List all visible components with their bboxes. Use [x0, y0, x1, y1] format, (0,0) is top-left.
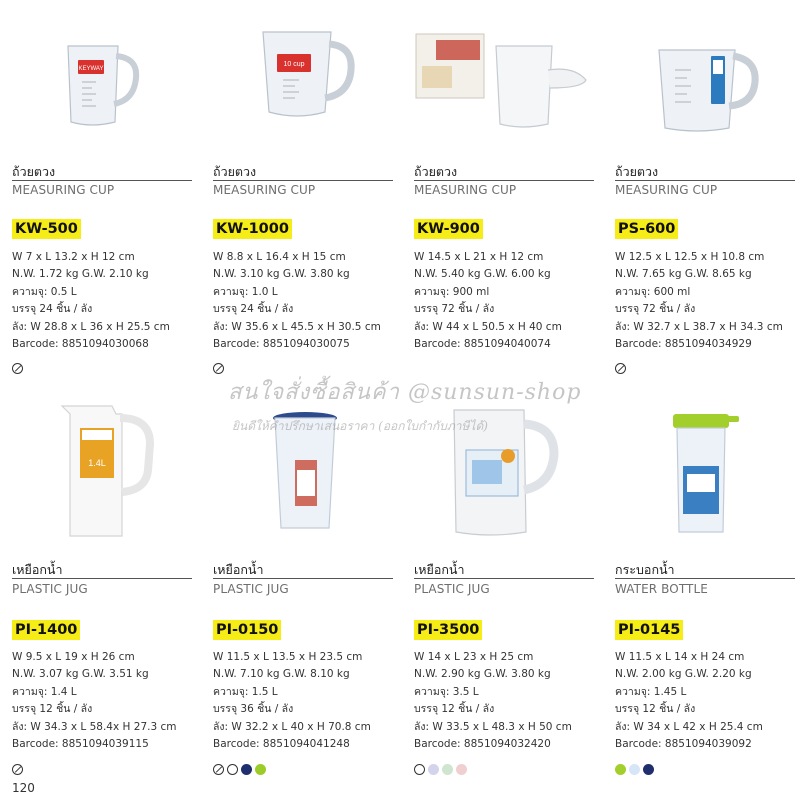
divider	[213, 578, 393, 579]
divider	[213, 180, 393, 181]
spec-capacity: ความจุ: 1.5 L	[213, 685, 278, 698]
spec-dimensions: W 8.8 x L 16.4 x H 15 cm	[213, 251, 346, 263]
spec-capacity: ความจุ: 600 ml	[615, 285, 691, 298]
category-english: MEASURING CUP	[12, 183, 115, 197]
spec-weight: N.W. 3.07 kg G.W. 3.51 kg	[12, 668, 149, 681]
plastic-jug-image	[12, 400, 194, 546]
measuring-cup-image	[615, 26, 797, 160]
swatch-white-icon	[227, 764, 238, 775]
product-code: KW-900	[414, 219, 483, 239]
swatch-green-icon	[255, 764, 266, 775]
category-thai: กระบอกน้ำ	[615, 562, 675, 577]
spec-carton: ลัง: W 32.7 x L 38.7 x H 34.3 cm	[615, 320, 783, 333]
color-swatches	[414, 764, 467, 778]
spec-dimensions: W 11.5 x L 14 x H 24 cm	[615, 651, 745, 663]
spec-list	[213, 249, 381, 353]
product-code: KW-500	[12, 219, 81, 239]
category-english: PLASTIC JUG	[12, 582, 88, 596]
spec-weight: N.W. 7.10 kg G.W. 8.10 kg	[213, 668, 350, 681]
product-code: PI-3500	[414, 620, 482, 640]
spec-weight: N.W. 2.00 kg G.W. 2.20 kg	[615, 668, 752, 681]
spec-pack: บรรจุ 12 ชิ้น / ลัง	[615, 703, 696, 716]
divider	[414, 578, 594, 579]
spec-list	[213, 649, 371, 753]
spec-dimensions: W 14 x L 23 x H 25 cm	[414, 651, 534, 663]
spec-dimensions: W 7 x L 13.2 x H 12 cm	[12, 251, 135, 263]
spec-pack: บรรจุ 72 ชิ้น / ลัง	[414, 303, 495, 316]
category-english: MEASURING CUP	[414, 183, 517, 197]
spec-list	[12, 649, 177, 753]
spec-carton: ลัง: W 32.2 x L 40 x H 70.8 cm	[213, 720, 371, 733]
spec-weight: N.W. 5.40 kg G.W. 6.00 kg	[414, 268, 551, 281]
color-swatches	[213, 363, 224, 377]
measuring-cup-image	[12, 26, 194, 160]
spec-pack: บรรจุ 24 ชิ้น / ลัง	[213, 303, 294, 316]
page-number: 120	[12, 781, 35, 795]
swatch-lime-icon	[615, 764, 626, 775]
measuring-cup-image	[414, 26, 596, 160]
category-english: PLASTIC JUG	[213, 582, 289, 596]
spec-carton: ลัง: W 35.6 x L 45.5 x H 30.5 cm	[213, 320, 381, 333]
category-english: WATER BOTTLE	[615, 582, 708, 596]
spec-weight: N.W. 7.65 kg G.W. 8.65 kg	[615, 268, 752, 281]
swatch-navy-icon	[241, 764, 252, 775]
category-english: MEASURING CUP	[213, 183, 316, 197]
category-thai: ถ้วยตวง	[414, 164, 458, 179]
divider	[615, 578, 795, 579]
spec-barcode: Barcode: 8851094039115	[12, 737, 149, 750]
spec-dimensions: W 9.5 x L 19 x H 26 cm	[12, 651, 135, 663]
color-swatches	[615, 363, 626, 377]
spec-dimensions: W 12.5 x L 12.5 x H 10.8 cm	[615, 251, 765, 263]
swatch-clear-icon	[12, 764, 23, 775]
swatch-pink-icon	[456, 764, 467, 775]
swatch-lightblue-icon	[629, 764, 640, 775]
cup-label-text: 10 cup	[283, 61, 305, 68]
category-thai: ถ้วยตวง	[213, 164, 257, 179]
product-code: KW-1000	[213, 219, 292, 239]
spec-carton: ลัง: W 28.8 x L 36 x H 25.5 cm	[12, 320, 170, 333]
spec-pack: บรรจุ 72 ชิ้น / ลัง	[615, 303, 696, 316]
spec-capacity: ความจุ: 900 ml	[414, 285, 490, 298]
spec-barcode: Barcode: 8851094032420	[414, 737, 551, 750]
spec-capacity: ความจุ: 1.45 L	[615, 685, 687, 698]
divider	[414, 180, 594, 181]
spec-weight: N.W. 2.90 kg G.W. 3.80 kg	[414, 668, 551, 681]
category-thai: ถ้วยตวง	[12, 164, 56, 179]
category-thai: เหยือกน้ำ	[414, 562, 465, 577]
spec-carton: ลัง: W 33.5 x L 48.3 x H 50 cm	[414, 720, 572, 733]
measuring-cup-image	[213, 26, 395, 160]
product-code: PI-0150	[213, 620, 281, 640]
swatch-mint-icon	[442, 764, 453, 775]
category-thai: เหยือกน้ำ	[213, 562, 264, 577]
divider	[12, 578, 192, 579]
spec-barcode: Barcode: 8851094041248	[213, 737, 350, 750]
category-english: PLASTIC JUG	[414, 582, 490, 596]
swatch-clear-icon	[615, 363, 626, 374]
spec-capacity: ความจุ: 3.5 L	[414, 685, 479, 698]
swatch-navy-icon	[643, 764, 654, 775]
category-thai: เหยือกน้ำ	[12, 562, 63, 577]
divider	[12, 180, 192, 181]
spec-dimensions: W 14.5 x L 21 x H 12 cm	[414, 251, 544, 263]
spec-list	[414, 249, 562, 353]
spec-carton: ลัง: W 34 x L 42 x H 25.4 cm	[615, 720, 763, 733]
spec-barcode: Barcode: 8851094030068	[12, 337, 149, 350]
spec-pack: บรรจุ 36 ชิ้น / ลัง	[213, 703, 294, 716]
product-code: PI-0145	[615, 620, 683, 640]
spec-list	[414, 649, 572, 753]
water-bottle-image	[615, 400, 797, 546]
spec-barcode: Barcode: 8851094034929	[615, 337, 752, 350]
watermark-shop: สนใจสั่งซื้อสินค้า @sunsun-shop	[228, 380, 582, 405]
swatch-clear-icon	[12, 363, 23, 374]
color-swatches	[213, 764, 266, 778]
spec-barcode: Barcode: 8851094039092	[615, 737, 752, 750]
spec-list	[615, 249, 783, 353]
spec-list	[615, 649, 763, 753]
svg-text:KEYWAY: KEYWAY	[78, 66, 104, 72]
swatch-clear-icon	[213, 363, 224, 374]
swatch-clear-icon	[213, 764, 224, 775]
swatch-white-icon	[414, 764, 425, 775]
spec-barcode: Barcode: 8851094040074	[414, 337, 551, 350]
divider	[615, 180, 795, 181]
category-english: MEASURING CUP	[615, 183, 718, 197]
spec-weight: N.W. 1.72 kg G.W. 2.10 kg	[12, 268, 149, 281]
spec-weight: N.W. 3.10 kg G.W. 3.80 kg	[213, 268, 350, 281]
swatch-lavender-icon	[428, 764, 439, 775]
product-code: PS-600	[615, 219, 678, 239]
spec-capacity: ความจุ: 1.0 L	[213, 285, 278, 298]
spec-barcode: Barcode: 8851094030075	[213, 337, 350, 350]
spec-dimensions: W 11.5 x L 13.5 x H 23.5 cm	[213, 651, 363, 663]
color-swatches	[615, 764, 654, 778]
spec-pack: บรรจุ 12 ชิ้น / ลัง	[12, 703, 93, 716]
spec-capacity: ความจุ: 0.5 L	[12, 285, 77, 298]
color-swatches	[12, 363, 23, 377]
spec-capacity: ความจุ: 1.4 L	[12, 685, 77, 698]
product-code: PI-1400	[12, 620, 80, 640]
spec-carton: ลัง: W 44 x L 50.5 x H 40 cm	[414, 320, 562, 333]
spec-list	[12, 249, 170, 353]
color-swatches	[12, 764, 23, 778]
spec-pack: บรรจุ 24 ชิ้น / ลัง	[12, 303, 93, 316]
spec-pack: บรรจุ 12 ชิ้น / ลัง	[414, 703, 495, 716]
watermark-note: ยินดีให้คำปรึกษาเสนอราคา (ออกใบกำกับภาษีได้)	[232, 419, 488, 433]
spec-carton: ลัง: W 34.3 x L 58.4x H 27.3 cm	[12, 720, 177, 733]
category-thai: ถ้วยตวง	[615, 164, 659, 179]
jug-label-text: 1.4L	[88, 458, 106, 468]
